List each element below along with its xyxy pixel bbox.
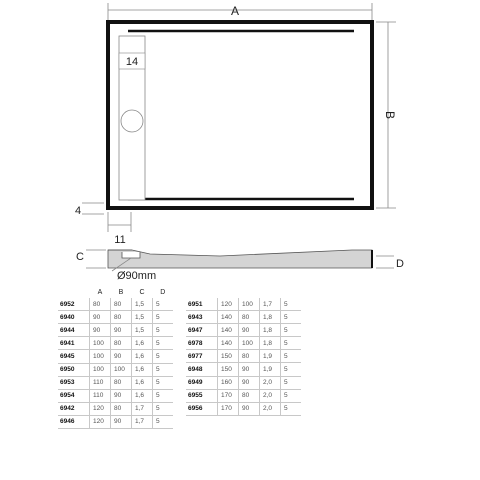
dimension-cell: 5 xyxy=(281,363,302,376)
dimension-cell: 5 xyxy=(281,376,302,389)
model-code-cell: 6953 xyxy=(58,376,90,389)
table-header-cell: B xyxy=(118,288,124,296)
model-code-cell: 6952 xyxy=(58,298,90,311)
dimension-cell: 2,0 xyxy=(260,376,281,389)
table-header-cell: D xyxy=(160,288,166,296)
dimension-cell: 5 xyxy=(153,298,174,311)
dimension-cell: 1,8 xyxy=(260,311,281,324)
model-code-cell: 6977 xyxy=(186,350,218,363)
dimension-cell: 120 xyxy=(218,298,239,311)
dimension-cell: 90 xyxy=(239,376,260,389)
table-row xyxy=(58,389,173,402)
model-code-cell: 6944 xyxy=(58,324,90,337)
dimension-cell: 90 xyxy=(239,324,260,337)
dimension-11 xyxy=(108,212,131,232)
side-profile xyxy=(108,250,372,268)
dimension-cell: 80 xyxy=(239,311,260,324)
dimension-cell: 1,6 xyxy=(132,350,153,363)
model-code-cell: 6945 xyxy=(58,350,90,363)
dimensions-table-right xyxy=(186,298,301,416)
table-row xyxy=(186,350,301,363)
dimension-cell: 100 xyxy=(90,350,111,363)
dimension-cell: 80 xyxy=(239,389,260,402)
dimension-cell: 1,7 xyxy=(132,402,153,415)
dimension-cell: 160 xyxy=(218,376,239,389)
dimension-cell: 90 xyxy=(90,311,111,324)
dimension-cell: 110 xyxy=(90,389,111,402)
dimension-cell: 100 xyxy=(239,298,260,311)
model-code-cell: 6942 xyxy=(58,402,90,415)
dimension-cell: 90 xyxy=(239,402,260,415)
dimension-cell: 5 xyxy=(153,337,174,350)
dimension-cell: 5 xyxy=(281,402,302,415)
table-header-cell: C xyxy=(139,288,145,296)
dimension-cell: 1,5 xyxy=(132,324,153,337)
dimension-cell: 1,8 xyxy=(260,337,281,350)
table-row xyxy=(186,402,301,415)
dimension-c xyxy=(86,250,106,268)
model-code-cell: 6955 xyxy=(186,389,218,402)
label-c: C xyxy=(76,251,84,263)
dimension-cell: 5 xyxy=(153,363,174,376)
model-code-cell: 6948 xyxy=(186,363,218,376)
dimension-cell: 80 xyxy=(111,376,132,389)
dimension-cell: 1,6 xyxy=(132,389,153,402)
dimension-cell: 1,6 xyxy=(132,376,153,389)
table-row xyxy=(186,311,301,324)
dimension-cell: 1,9 xyxy=(260,363,281,376)
dimension-cell: 5 xyxy=(281,337,302,350)
dimension-cell: 80 xyxy=(111,311,132,324)
table-row xyxy=(58,298,173,311)
dimension-cell: 120 xyxy=(90,415,111,428)
dimension-cell: 110 xyxy=(90,376,111,389)
dimension-cell: 1,6 xyxy=(132,337,153,350)
dimension-cell: 140 xyxy=(218,311,239,324)
dimension-cell: 100 xyxy=(90,337,111,350)
model-code-cell: 6956 xyxy=(186,402,218,415)
dimension-cell: 140 xyxy=(218,324,239,337)
table-row xyxy=(186,337,301,350)
model-code-cell: 6978 xyxy=(186,337,218,350)
dimension-cell: 1,8 xyxy=(260,324,281,337)
dimension-a xyxy=(108,3,372,20)
dimension-cell: 5 xyxy=(281,311,302,324)
dimension-cell: 80 xyxy=(111,298,132,311)
dimension-cell: 2,0 xyxy=(260,402,281,415)
label-b: B xyxy=(383,110,397,120)
table-header-row xyxy=(58,286,173,298)
table-header-cell xyxy=(58,286,90,298)
dimension-cell: 150 xyxy=(218,350,239,363)
dimension-cell: 5 xyxy=(281,389,302,402)
model-code-cell: 6940 xyxy=(58,311,90,324)
model-code-cell: 6950 xyxy=(58,363,90,376)
dimension-cell: 170 xyxy=(218,389,239,402)
dimension-cell: 170 xyxy=(218,402,239,415)
dimension-cell: 80 xyxy=(111,337,132,350)
dimension-cell: 80 xyxy=(239,350,260,363)
table-row xyxy=(58,324,173,337)
model-code-cell: 6943 xyxy=(186,311,218,324)
dimension-cell: 100 xyxy=(111,363,132,376)
dimension-cell: 140 xyxy=(218,337,239,350)
label-d: D xyxy=(396,258,404,270)
dimension-cell: 5 xyxy=(153,324,174,337)
table-header-cell: A xyxy=(97,288,103,296)
dimension-cell: 2,0 xyxy=(260,389,281,402)
drain-hole xyxy=(121,110,143,132)
dimension-cell: 120 xyxy=(90,402,111,415)
label-11: 11 xyxy=(114,234,126,246)
model-code-cell: 6941 xyxy=(58,337,90,350)
dimension-cell: 5 xyxy=(153,350,174,363)
dimension-cell: 90 xyxy=(111,324,132,337)
dimension-cell: 100 xyxy=(90,363,111,376)
dimension-cell: 150 xyxy=(218,363,239,376)
label-drain: Ø90mm xyxy=(117,270,157,282)
label-4: 4 xyxy=(74,205,82,217)
table-row xyxy=(58,415,173,428)
dimension-cell: 5 xyxy=(281,298,302,311)
table-row xyxy=(186,363,301,376)
table-row xyxy=(58,363,173,376)
tray-outline xyxy=(108,22,372,208)
table-row xyxy=(58,350,173,363)
table-row xyxy=(186,298,301,311)
dimension-4 xyxy=(82,203,104,214)
dimension-cell: 1,6 xyxy=(132,363,153,376)
dimension-cell: 90 xyxy=(111,350,132,363)
dimension-cell: 90 xyxy=(111,389,132,402)
table-row xyxy=(58,402,173,415)
dimension-cell: 1,9 xyxy=(260,350,281,363)
dimension-cell: 90 xyxy=(239,363,260,376)
dimension-cell: 90 xyxy=(111,415,132,428)
dimension-cell: 5 xyxy=(153,402,174,415)
table-row xyxy=(58,337,173,350)
label-14: 14 xyxy=(125,56,139,68)
model-code-cell: 6947 xyxy=(186,324,218,337)
dimension-cell: 1,5 xyxy=(132,298,153,311)
dimension-cell: 5 xyxy=(153,415,174,428)
dimensions-table-left xyxy=(58,286,173,429)
dimension-cell: 80 xyxy=(111,402,132,415)
dimension-cell: 80 xyxy=(90,298,111,311)
model-code-cell: 6946 xyxy=(58,415,90,428)
dimension-cell: 5 xyxy=(281,324,302,337)
table-row xyxy=(186,376,301,389)
model-code-cell: 6954 xyxy=(58,389,90,402)
dimension-cell: 5 xyxy=(153,389,174,402)
dimension-cell: 1,7 xyxy=(260,298,281,311)
table-row xyxy=(58,311,173,324)
table-row xyxy=(58,376,173,389)
dimension-cell: 5 xyxy=(153,311,174,324)
model-code-cell: 6951 xyxy=(186,298,218,311)
dimension-d xyxy=(376,256,394,268)
dimension-cell: 5 xyxy=(281,350,302,363)
model-code-cell: 6949 xyxy=(186,376,218,389)
table-row xyxy=(186,324,301,337)
dimension-cell: 5 xyxy=(153,376,174,389)
dimension-cell: 100 xyxy=(239,337,260,350)
label-a: A xyxy=(230,4,240,18)
dimension-cell: 90 xyxy=(90,324,111,337)
dimension-cell: 1,5 xyxy=(132,311,153,324)
dimension-cell: 1,7 xyxy=(132,415,153,428)
table-row xyxy=(186,389,301,402)
